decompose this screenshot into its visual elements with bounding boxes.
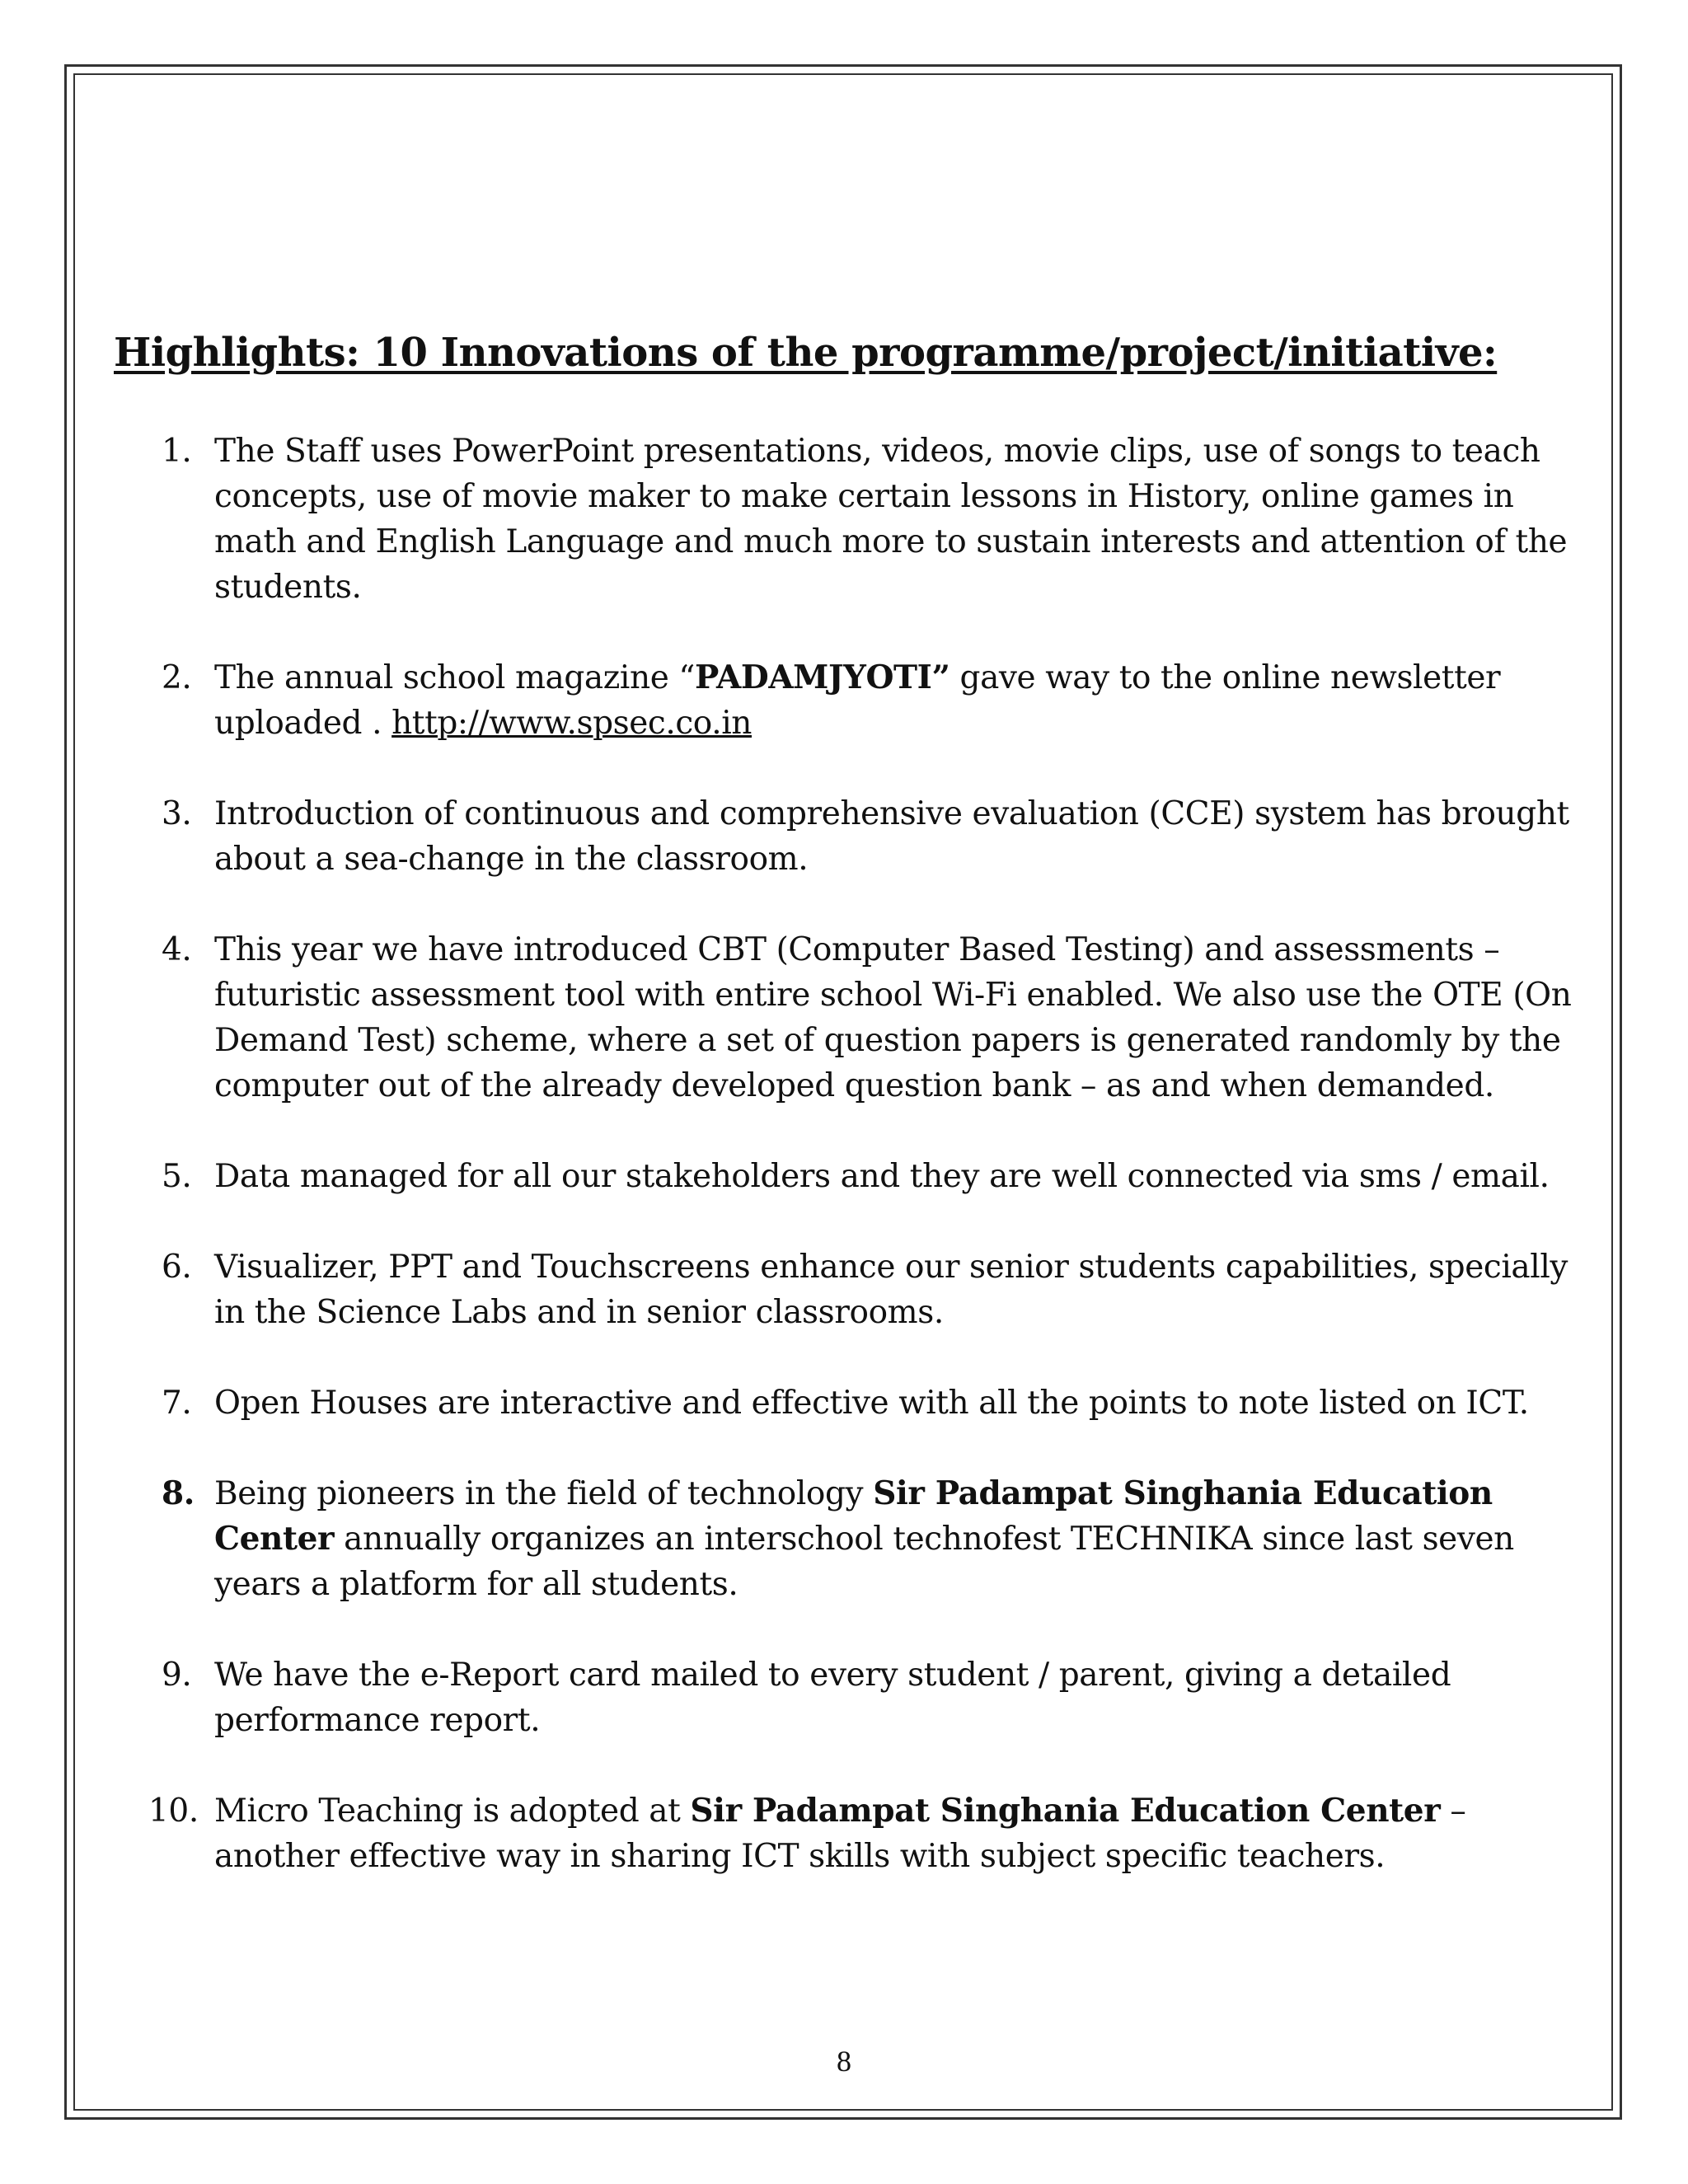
list-item-6 — [157, 1244, 1591, 1335]
list-item-5 — [157, 1154, 1591, 1199]
list-item-7 — [157, 1380, 1591, 1426]
item-text: Data managed for all our stakeholders and they are well connected via sms / email. — [214, 1158, 1550, 1195]
item-text: We have the e-Report card mailed to every student / parent, giving a detailed performance report. — [214, 1657, 1451, 1739]
list-item-4 — [157, 927, 1591, 1108]
list-item-2 — [157, 655, 1591, 746]
newsletter-link[interactable]: http://www.spsec.co.in — [392, 705, 752, 742]
school-name: Sir Padampat Singhania Education Center — [690, 1792, 1441, 1830]
item-number: 10. — [148, 1793, 199, 1830]
item-text: The annual school magazine “PADAMJYOTI” gave way to the online newsletter uploaded . http://www.spsec.co.in — [214, 658, 1501, 742]
item-number: 6. — [162, 1249, 192, 1286]
list-item-9 — [157, 1652, 1591, 1743]
item-number: 4. — [162, 931, 192, 968]
list-item-3 — [157, 791, 1591, 882]
item-text: The Staff uses PowerPoint presentations, videos, movie clips, use of songs to teach concepts, use of movie maker to make certain lessons in History, online games in math and English Language and much more to sustain interests and attention of the students. — [214, 433, 1568, 606]
item-number: 8. — [162, 1474, 195, 1512]
item-number: 1. — [162, 433, 192, 470]
item-text: Visualizer, PPT and Touchscreens enhance our senior students capabilities, specially in the Science Labs and in senior classrooms. — [214, 1249, 1568, 1331]
school-name: Sir Padampat Singhania Education Center — [214, 1474, 1493, 1558]
list-item-10 — [148, 1788, 1591, 1879]
list-item-1 — [157, 429, 1591, 610]
page-number: 8 — [837, 2045, 851, 2078]
list-item-8 — [157, 1471, 1591, 1607]
magazine-name: PADAMJYOTI” — [694, 658, 950, 696]
item-number: 3. — [162, 795, 192, 832]
item-text: This year we have introduced CBT (Computer Based Testing) and assessments – futuristic assessment tool with entire school Wi-Fi enabled. We also use the OTE (On Demand Test) scheme, where a set of question papers is generated randomly by the computer out of the already developed question bank – as and when demanded. — [214, 931, 1572, 1104]
item-number: 5. — [162, 1158, 192, 1195]
item-number: 2. — [162, 659, 192, 696]
item-text: Micro Teaching is adopted at Sir Padampat Singhania Education Center – another effective way in sharing ICT skills with subject specific teachers. — [214, 1792, 1466, 1875]
innovations-list — [148, 429, 1591, 1924]
item-number: 7. — [162, 1385, 192, 1422]
item-text: Introduction of continuous and comprehensive evaluation (CCE) system has brought about a sea-change in the classroom. — [214, 795, 1569, 878]
item-text: Open Houses are interactive and effective with all the points to note listed on ICT. — [214, 1385, 1529, 1422]
section-heading: Highlights: 10 Innovations of the programme/project/initiative: — [114, 330, 1498, 376]
item-number: 9. — [162, 1657, 192, 1694]
item-text: Being pioneers in the field of technology Sir Padampat Singhania Education Center annually organizes an interschool technofest TECHNIKA since last seven years a platform for all students. — [214, 1474, 1514, 1603]
